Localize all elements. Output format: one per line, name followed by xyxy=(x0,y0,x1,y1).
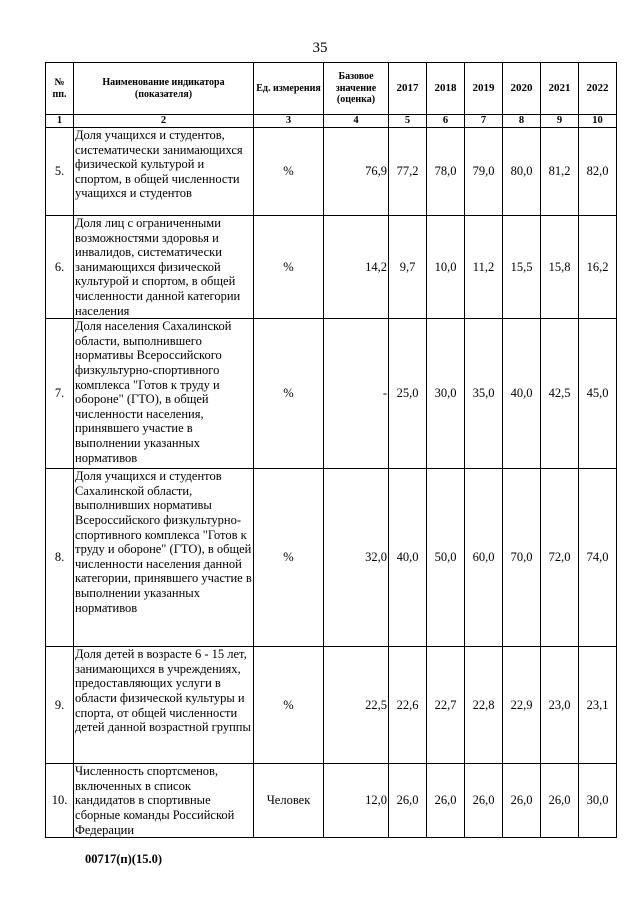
base-value: 32,0 xyxy=(324,469,389,647)
year-value: 26,0 xyxy=(427,764,465,838)
year-value: 70,0 xyxy=(503,469,541,647)
table-row xyxy=(46,764,617,838)
column-number: 5 xyxy=(389,115,427,128)
year-value: 72,0 xyxy=(541,469,579,647)
year-value: 40,0 xyxy=(503,319,541,469)
unit-cell: Человек xyxy=(254,764,324,838)
year-value: 45,0 xyxy=(579,319,617,469)
column-number: 6 xyxy=(427,115,465,128)
header-year: 2018 xyxy=(427,63,465,115)
year-value: 30,0 xyxy=(579,764,617,838)
year-value: 50,0 xyxy=(427,469,465,647)
table-row xyxy=(46,469,617,647)
unit-cell: % xyxy=(254,128,324,216)
year-value: 11,2 xyxy=(465,216,503,319)
unit-cell: % xyxy=(254,319,324,469)
indicator-name: Доля лиц с ограниченными возможностями здоровья и инвалидов, систематически занимающихся физической культурой и спортом, в общей численности данной категории населения xyxy=(74,216,254,319)
year-value: 40,0 xyxy=(389,469,427,647)
row-number: 5. xyxy=(46,128,74,216)
year-value: 42,5 xyxy=(541,319,579,469)
year-value: 79,0 xyxy=(465,128,503,216)
year-value: 60,0 xyxy=(465,469,503,647)
base-value: 14,2 xyxy=(324,216,389,319)
base-value: 12,0 xyxy=(324,764,389,838)
header-year: 2021 xyxy=(541,63,579,115)
header-row xyxy=(46,63,617,115)
column-numbers-row xyxy=(46,115,617,128)
indicator-name: Доля населения Сахалинской области, выполнившего нормативы Всероссийского физкультурно-спортивного комплекса "Готов к труду и обороне" (ГТО), в общей численности населения, принявшего участие в выполнении указанных нормативов xyxy=(74,319,254,469)
indicator-name: Доля учащихся и студентов, систематически занимающихся физической культурой и спортом, в общей численности учащихся и студентов xyxy=(74,128,254,216)
year-value: 23,0 xyxy=(541,647,579,764)
year-value: 82,0 xyxy=(579,128,617,216)
year-value: 22,8 xyxy=(465,647,503,764)
unit-cell: % xyxy=(254,216,324,319)
year-value: 22,9 xyxy=(503,647,541,764)
column-number: 7 xyxy=(465,115,503,128)
row-number: 9. xyxy=(46,647,74,764)
table-row xyxy=(46,128,617,216)
column-number: 3 xyxy=(254,115,324,128)
indicator-name: Численность спортсменов, включенных в список кандидатов в спортивные сборные команды Российской Федерации xyxy=(74,764,254,838)
table-row xyxy=(46,216,617,319)
indicator-name: Доля детей в возрасте 6 - 15 лет, занимающихся в учреждениях, предоставляющих услуги в области физической культуры и спорта, от общей численности детей данной возрастной группы xyxy=(74,647,254,764)
header-num: № пп. xyxy=(46,63,74,115)
header-year: 2022 xyxy=(579,63,617,115)
year-value: 22,6 xyxy=(389,647,427,764)
base-value: - xyxy=(324,319,389,469)
year-value: 26,0 xyxy=(503,764,541,838)
year-value: 26,0 xyxy=(465,764,503,838)
column-number: 1 xyxy=(46,115,74,128)
year-value: 22,7 xyxy=(427,647,465,764)
row-number: 6. xyxy=(46,216,74,319)
base-value: 76,9 xyxy=(324,128,389,216)
year-value: 10,0 xyxy=(427,216,465,319)
year-value: 15,8 xyxy=(541,216,579,319)
page-number: 35 xyxy=(312,40,328,56)
indicator-name: Доля учащихся и студентов Сахалинской области, выполнивших нормативы Всероссийского физкультурно-спортивного комплекса "Готов к труду и обороне" (ГТО), в общей численности населения данной категории, принявшего участие в выполнении указанных нормативов xyxy=(74,469,254,647)
header-year: 2019 xyxy=(465,63,503,115)
header-year: 2017 xyxy=(389,63,427,115)
year-value: 25,0 xyxy=(389,319,427,469)
year-value: 26,0 xyxy=(389,764,427,838)
year-value: 74,0 xyxy=(579,469,617,647)
row-number: 10. xyxy=(46,764,74,838)
row-number: 7. xyxy=(46,319,74,469)
indicators-table xyxy=(45,62,617,838)
year-value: 30,0 xyxy=(427,319,465,469)
column-number: 4 xyxy=(324,115,389,128)
document-code: 00717(п)(15.0) xyxy=(85,852,162,866)
year-value: 80,0 xyxy=(503,128,541,216)
year-value: 16,2 xyxy=(579,216,617,319)
year-value: 35,0 xyxy=(465,319,503,469)
year-value: 78,0 xyxy=(427,128,465,216)
year-value: 77,2 xyxy=(389,128,427,216)
row-number: 8. xyxy=(46,469,74,647)
column-number: 2 xyxy=(74,115,254,128)
unit-cell: % xyxy=(254,647,324,764)
header-base: Базовое значение (оценка) xyxy=(324,63,389,115)
unit-cell: % xyxy=(254,469,324,647)
header-name: Наименование индикатора (показателя) xyxy=(74,63,254,115)
header-year: 2020 xyxy=(503,63,541,115)
year-value: 26,0 xyxy=(541,764,579,838)
column-number: 8 xyxy=(503,115,541,128)
year-value: 9,7 xyxy=(389,216,427,319)
table-row xyxy=(46,319,617,469)
year-value: 15,5 xyxy=(503,216,541,319)
year-value: 23,1 xyxy=(579,647,617,764)
column-number: 9 xyxy=(541,115,579,128)
header-unit: Ед. измерения xyxy=(254,63,324,115)
column-number: 10 xyxy=(579,115,617,128)
base-value: 22,5 xyxy=(324,647,389,764)
year-value: 81,2 xyxy=(541,128,579,216)
table-row xyxy=(46,647,617,764)
